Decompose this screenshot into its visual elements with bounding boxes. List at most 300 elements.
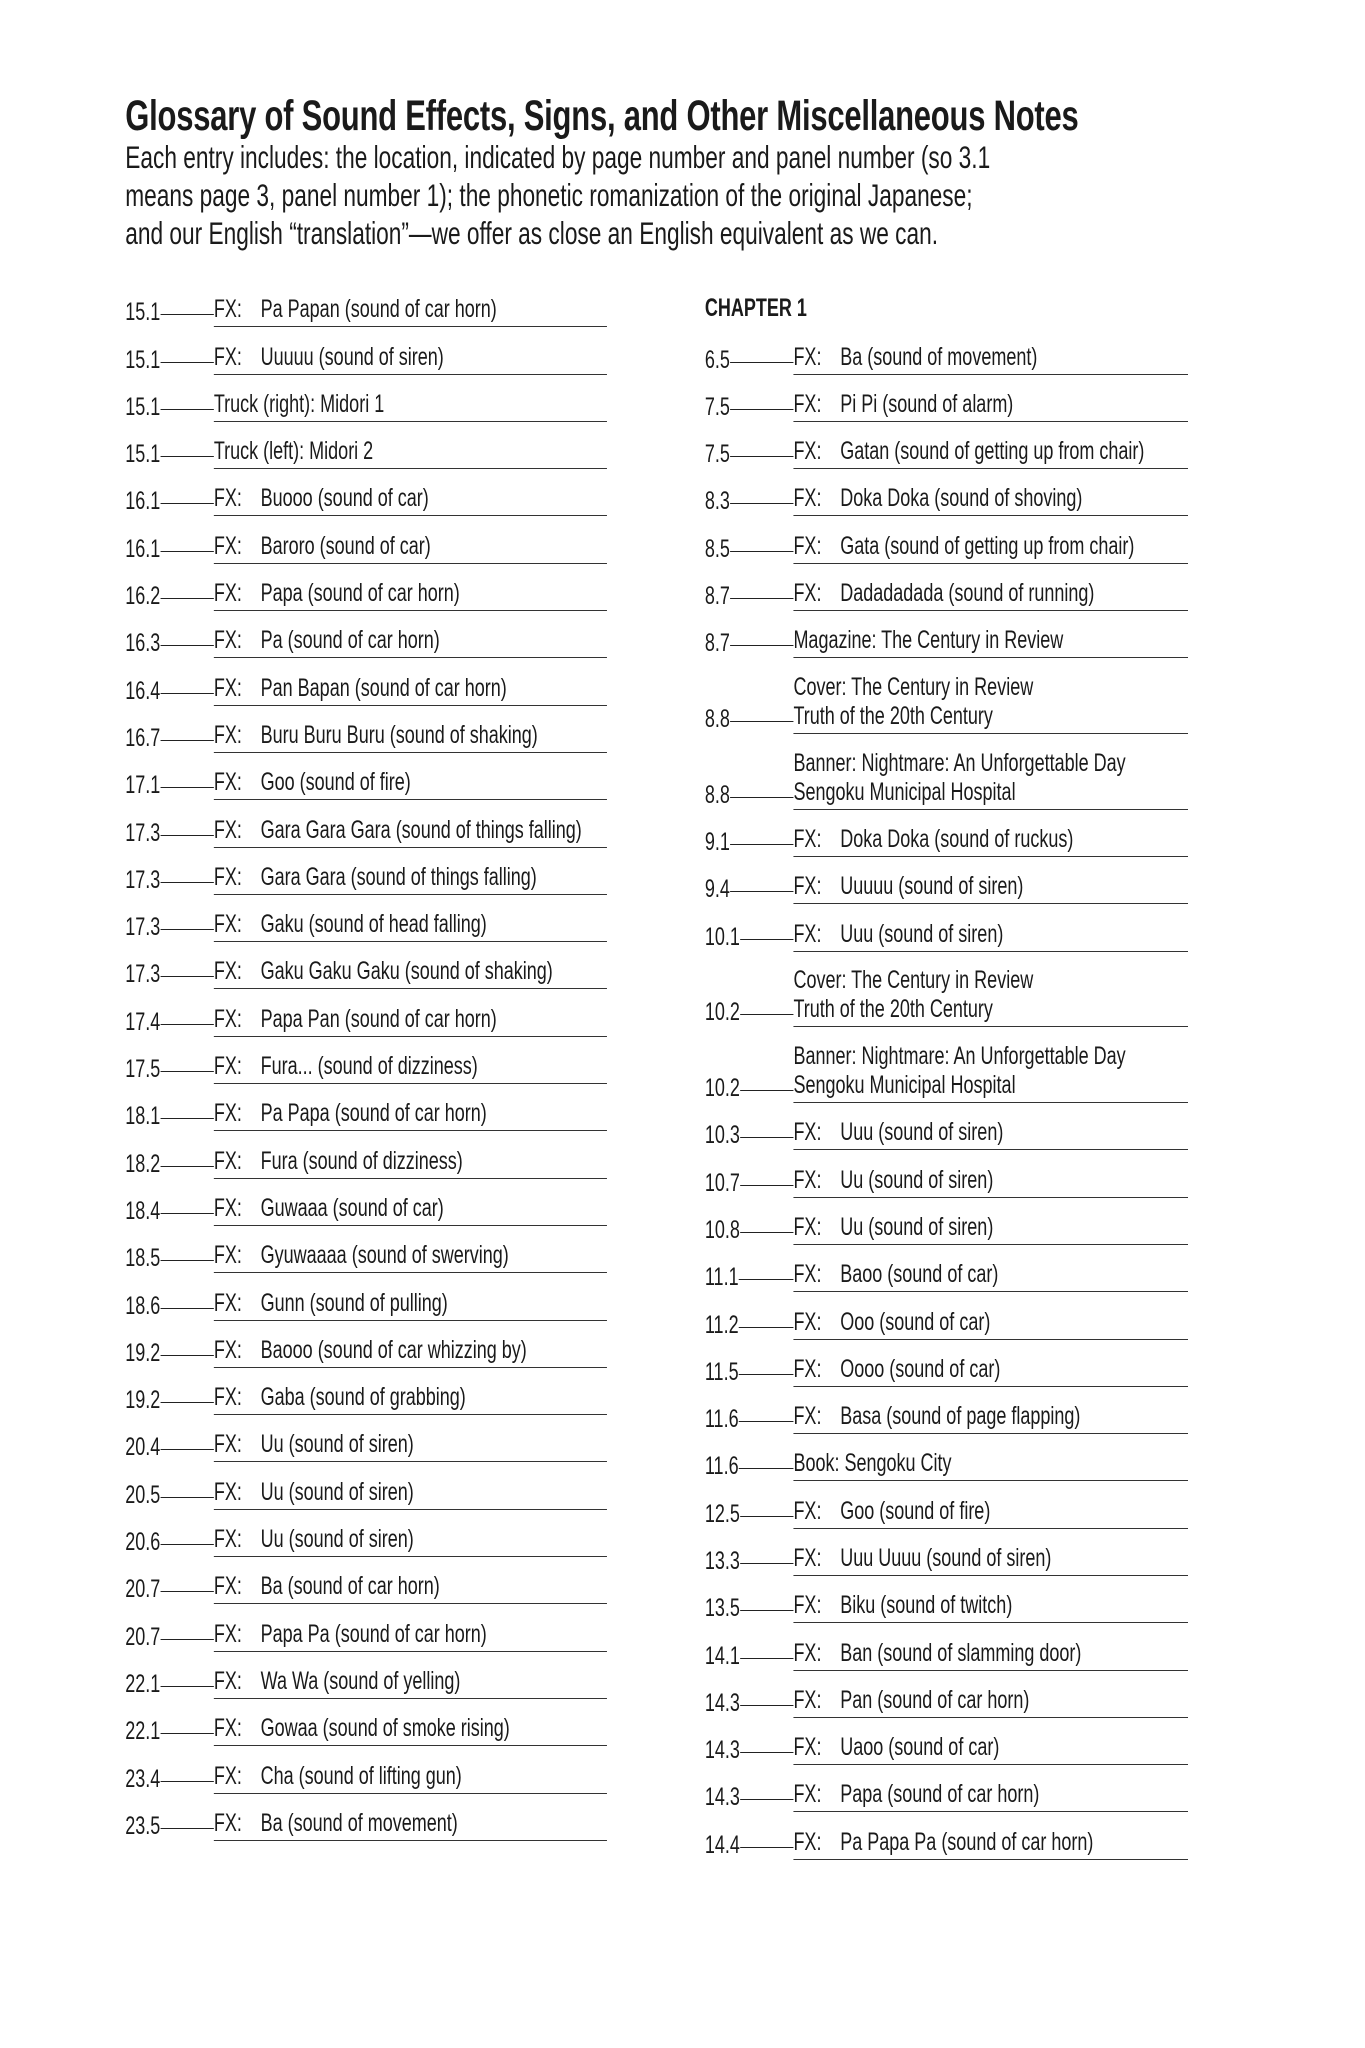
entry-location [125,297,214,327]
entry-location [705,1593,794,1623]
entry-text: Baroro (sound of car) [260,531,431,560]
entry-location [705,874,794,904]
entry-location [705,1451,794,1481]
entry-content [793,532,1188,564]
leader-line [160,1260,214,1261]
leader-line [739,1374,794,1375]
glossary-entry [125,1604,607,1651]
entry-content [214,1762,607,1794]
entry-content [793,872,1188,904]
leader-line [730,844,794,845]
entry-location [125,676,214,706]
entry-location [125,1432,214,1462]
leader-line [160,835,214,836]
entry-content [214,1005,607,1037]
page-panel-number: 11.6 [704,1452,739,1481]
entry-content [214,1099,607,1131]
entry-location [125,1291,214,1321]
entry-location [705,922,794,952]
fx-label: FX: [213,1714,242,1743]
page-panel-number: 22.1 [125,1717,161,1746]
glossary-entry [705,1340,1188,1387]
fx-label: FX: [793,825,822,854]
entry-content [214,721,607,753]
page-panel-number: 10.2 [704,998,740,1027]
entry-location [705,1404,794,1434]
entry-text: Goo (sound of fire) [840,1496,991,1525]
page-panel-number: 11.1 [704,1263,739,1292]
entry-content [214,1430,607,1462]
fx-label: FX: [213,1004,242,1033]
entry-content [793,1042,1188,1103]
fx-label: FX: [213,957,242,986]
entry-content [214,674,607,706]
entry-location [125,392,214,422]
fx-label: FX: [213,1808,242,1837]
leader-line [740,1090,794,1091]
entry-location [705,1357,794,1387]
entry-content [793,1402,1188,1434]
entry-text: Uu (sound of siren) [260,1430,414,1459]
page-panel-number: 11.5 [704,1357,739,1386]
entry-content [793,825,1188,857]
intro-line: means page 3, panel number 1); the phonetic romanization of the original Japanese; [125,177,973,213]
leader-line [730,409,794,410]
entry-text: Uu (sound of siren) [260,1477,414,1506]
entry-location [705,1120,794,1150]
leader-line [160,1213,214,1214]
entry-location [705,439,794,469]
entry-location [705,827,794,857]
fx-label: FX: [213,1335,242,1364]
fx-label: FX: [213,1383,242,1412]
fx-label: FX: [213,1146,242,1175]
leader-line [740,1516,794,1517]
fx-label: FX: [213,1572,242,1601]
entry-content [793,1828,1188,1860]
entry-text: Papa (sound of car horn) [840,1780,1040,1809]
glossary-entry [125,800,607,847]
leader-line [740,1658,794,1659]
glossary-entry [705,422,1188,469]
fx-label: FX: [213,673,242,702]
leader-line [160,1781,214,1782]
page-panel-number: 16.3 [125,629,161,658]
intro-line: and our English “translation”—we offer as close an English equivalent as we can. [125,215,939,251]
entry-location [125,865,214,895]
fx-label: FX: [213,768,242,797]
entry-location [705,1830,794,1860]
page-panel-number: 7.5 [704,440,730,469]
entry-text: Goo (sound of fire) [260,768,411,797]
entry-location [125,959,214,989]
entry-text: Uu (sound of siren) [840,1212,994,1241]
fx-label: FX: [213,862,242,891]
page-panel-number: 14.3 [704,1783,740,1812]
entry-content [214,1241,607,1273]
entry-location [705,345,794,375]
leader-line [160,1308,214,1309]
entry-text: Papa (sound of car horn) [260,579,460,608]
entry-text: Gyuwaaaa (sound of swerving) [260,1241,509,1270]
entry-text: Cover: The Century in Review [793,673,1034,702]
page-panel-number: 10.7 [704,1168,740,1197]
page-panel-number: 13.5 [704,1594,740,1623]
entry-content [214,1667,607,1699]
entry-text: Guwaaa (sound of car) [260,1193,444,1222]
glossary-entry [705,1245,1188,1292]
page-panel-number: 8.8 [704,705,730,734]
glossary-entry [705,857,1188,904]
page-panel-number: 8.7 [704,629,730,658]
page-panel-number: 10.2 [704,1074,740,1103]
fx-label: FX: [213,1288,242,1317]
leader-line [740,1705,794,1706]
glossary-entry [125,989,607,1036]
entry-text-line2: Truth of the 20th Century [793,702,993,731]
entry-content [214,626,607,658]
entry-content [214,910,607,942]
leader-line [160,1828,214,1829]
fx-label: FX: [213,1761,242,1790]
glossary-entry [125,1510,607,1557]
leader-line [730,645,794,646]
glossary-entry [705,952,1188,1028]
entry-content [793,920,1188,952]
fx-label: FX: [213,1477,242,1506]
page-panel-number: 23.4 [125,1764,161,1793]
glossary-entry [705,658,1188,734]
entry-location [705,392,794,422]
page-panel-number: 16.1 [125,487,161,516]
glossary-entry [125,1226,607,1273]
entry-content [214,1194,607,1226]
glossary-entry [125,753,607,800]
leader-line [160,1544,214,1545]
entry-text: Truck (left): Midori 2 [213,437,374,466]
leader-line [160,314,214,315]
leader-line [739,1327,794,1328]
entry-text-line2: Sengoku Municipal Hospital [793,1071,1016,1100]
leader-line [160,503,214,504]
entry-location [705,1168,794,1198]
entry-content [793,579,1188,611]
fx-label: FX: [793,579,822,608]
entry-content [214,295,607,327]
entry-text: Cha (sound of lifting gun) [260,1761,462,1790]
leader-line [160,1591,214,1592]
glossary-entry [705,1576,1188,1623]
glossary-entry [125,1321,607,1368]
fx-label: FX: [213,295,242,324]
entry-content [214,343,607,375]
entry-location [705,1310,794,1340]
entry-location [705,704,794,734]
glossary-entry [125,280,607,327]
entry-text: Basa (sound of page flapping) [840,1402,1081,1431]
entry-location [125,1054,214,1084]
leader-line [740,1185,794,1186]
entry-text-line2: Sengoku Municipal Hospital [793,777,1016,806]
leader-line [160,1402,214,1403]
glossary-entry [125,1131,607,1178]
fx-label: FX: [213,342,242,371]
entry-location [125,1527,214,1557]
entry-location [125,486,214,516]
glossary-entry [125,1652,607,1699]
page-panel-number: 8.5 [704,534,730,563]
glossary-entry [705,1623,1188,1670]
entry-text: Buru Buru Buru (sound of shaking) [260,720,538,749]
entry-text: Gara Gara Gara (sound of things falling) [260,815,582,844]
entry-content [214,1809,607,1841]
entry-content [214,532,607,564]
entry-content [214,816,607,848]
leader-line [160,929,214,930]
glossary-entry [125,1368,607,1415]
page-panel-number: 18.5 [125,1244,161,1273]
entry-text: Oooo (sound of car) [840,1354,1001,1383]
entry-text: Ba (sound of movement) [840,342,1038,371]
entry-location [125,628,214,658]
entry-content [793,1544,1188,1576]
glossary-entry [705,734,1188,810]
fx-label: FX: [793,1496,822,1525]
entry-text: Papa Pa (sound of car horn) [260,1619,487,1648]
leader-line [160,551,214,552]
glossary-entry [125,516,607,563]
page-panel-number: 8.3 [704,487,730,516]
leader-line [160,1733,214,1734]
fx-label: FX: [213,1430,242,1459]
chapter-heading: CHAPTER 1 [704,294,807,323]
leader-line [160,1355,214,1356]
page-panel-number: 22.1 [125,1669,161,1698]
page-panel-number: 11.6 [704,1405,739,1434]
entry-content [793,1166,1188,1198]
page-panel-number: 16.4 [125,676,161,705]
page-panel-number: 15.1 [125,392,161,421]
leader-line [730,362,794,363]
glossary-entry [125,1179,607,1226]
glossary-entry [125,848,607,895]
entry-text: Pa Papan (sound of car horn) [260,295,497,324]
entry-text: Uuu (sound of siren) [840,1118,1004,1147]
leader-line [160,362,214,363]
entry-location [125,1007,214,1037]
page-panel-number: 19.2 [125,1338,161,1367]
entry-content [214,390,607,422]
fx-label: FX: [213,579,242,608]
glossary-entry [705,611,1188,658]
entry-location [125,1574,214,1604]
page-panel-number: 16.7 [125,723,161,752]
glossary-entry [125,1557,607,1604]
glossary-entry [705,516,1188,563]
entry-text: Ba (sound of movement) [260,1808,458,1837]
page-panel-number: 17.3 [125,913,161,942]
page-panel-number: 20.7 [125,1575,161,1604]
entry-content [214,1620,607,1652]
glossary-entry [705,1481,1188,1528]
entry-location [705,486,794,516]
entry-content [793,390,1188,422]
fx-label: FX: [793,1402,822,1431]
page-panel-number: 18.2 [125,1149,161,1178]
entry-content [793,749,1188,810]
fx-label: FX: [793,1118,822,1147]
entry-content [214,1478,607,1510]
leader-line [740,1232,794,1233]
entry-location [125,1622,214,1652]
entry-location [705,534,794,564]
leader-line [740,1847,794,1848]
page-panel-number: 17.3 [125,960,161,989]
glossary-entry [705,375,1188,422]
entry-text-line2: Truth of the 20th Century [793,995,993,1024]
entry-location [705,581,794,611]
entry-content [793,484,1188,516]
page-panel-number: 14.3 [704,1736,740,1765]
leader-line [160,456,214,457]
entry-text: Fura (sound of dizziness) [260,1146,463,1175]
glossary-entry [125,1273,607,1320]
page-panel-number: 13.3 [704,1546,740,1575]
page-panel-number: 23.5 [125,1811,161,1840]
entry-content [793,626,1188,658]
page-panel-number: 14.3 [704,1688,740,1717]
leader-line [160,598,214,599]
entry-content [214,1383,607,1415]
entry-text: Fura... (sound of dizziness) [260,1052,478,1081]
entry-text: Gata (sound of getting up from chair) [840,531,1135,560]
entry-content [214,437,607,469]
fx-label: FX: [213,1241,242,1270]
entry-text: Book: Sengoku City [793,1449,952,1478]
glossary-entry [125,1462,607,1509]
entry-text: Gowaa (sound of smoke rising) [260,1714,510,1743]
entry-text: Gaba (sound of grabbing) [260,1383,466,1412]
glossary-entry [705,1198,1188,1245]
entry-location [705,1073,794,1103]
glossary-column-left [125,280,607,1841]
fx-label: FX: [793,1638,822,1667]
fx-label: FX: [793,1685,822,1714]
entry-location [705,628,794,658]
entry-content [793,1260,1188,1292]
entry-content [793,1733,1188,1765]
entry-text: Gatan (sound of getting up from chair) [840,437,1145,466]
leader-line [160,1024,214,1025]
page-title: Glossary of Sound Effects, Signs, and Other Miscellaneous Notes [125,92,1079,140]
glossary-entry [125,706,607,753]
entry-content [214,957,607,989]
glossary-entry [125,1037,607,1084]
leader-line [160,882,214,883]
entry-content [793,1118,1188,1150]
entry-content [793,1355,1188,1387]
fx-label: FX: [793,1780,822,1809]
leader-line [730,503,794,504]
entry-text: Truck (right): Midori 1 [213,389,385,418]
glossary-entry [705,1292,1188,1339]
entry-content [214,1714,607,1746]
glossary-entry [125,1415,607,1462]
entry-content [793,1308,1188,1340]
entry-location [705,1499,794,1529]
fx-label: FX: [213,484,242,513]
fx-label: FX: [793,1827,822,1856]
entry-text: Uuu (sound of siren) [840,919,1004,948]
entry-location [125,1716,214,1746]
page-panel-number: 20.4 [125,1433,161,1462]
fx-label: FX: [793,342,822,371]
entry-content [214,484,607,516]
page-panel-number: 20.5 [125,1480,161,1509]
glossary-entry [705,810,1188,857]
entry-content [214,863,607,895]
fx-label: FX: [793,1165,822,1194]
entry-location [125,581,214,611]
entry-location [125,723,214,753]
leader-line [730,598,794,599]
entry-location [705,1262,794,1292]
glossary-entry [705,904,1188,951]
entry-text: Cover: The Century in Review [793,966,1034,995]
page-panel-number: 16.2 [125,582,161,611]
fx-label: FX: [213,531,242,560]
entry-text: Baoo (sound of car) [840,1260,999,1289]
page-panel-number: 18.6 [125,1291,161,1320]
entry-content [793,437,1188,469]
entry-location [125,770,214,800]
entry-location [125,1101,214,1131]
entry-content [793,1591,1188,1623]
page-panel-number: 17.3 [125,865,161,894]
glossary-entry [125,1746,607,1793]
leader-line [740,939,794,940]
glossary-entry [705,1387,1188,1434]
fx-label: FX: [793,1260,822,1289]
fx-label: FX: [213,720,242,749]
entry-location [125,818,214,848]
entry-content [793,673,1188,734]
page-panel-number: 15.1 [125,345,161,374]
leader-line [730,551,794,552]
leader-line [730,797,794,798]
entry-location [125,1149,214,1179]
glossary-entry [125,895,607,942]
entry-text: Buooo (sound of car) [260,484,429,513]
fx-label: FX: [213,815,242,844]
glossary-entry [705,1765,1188,1812]
glossary-entry [125,1699,607,1746]
entry-text: Pa Papa (sound of car horn) [260,1099,487,1128]
glossary-entry [125,611,607,658]
entry-text: Uuuuu (sound of siren) [840,872,1024,901]
page-panel-number: 17.3 [125,818,161,847]
glossary-entry [705,1027,1188,1103]
entry-text: Pi Pi (sound of alarm) [840,389,1014,418]
page-panel-number: 14.4 [704,1830,740,1859]
entry-text: Papa Pan (sound of car horn) [260,1004,497,1033]
entry-location [705,1735,794,1765]
leader-line [160,976,214,977]
fx-label: FX: [213,1666,242,1695]
page-panel-number: 15.1 [125,298,161,327]
fx-label: FX: [793,1307,822,1336]
page-panel-number: 18.4 [125,1196,161,1225]
